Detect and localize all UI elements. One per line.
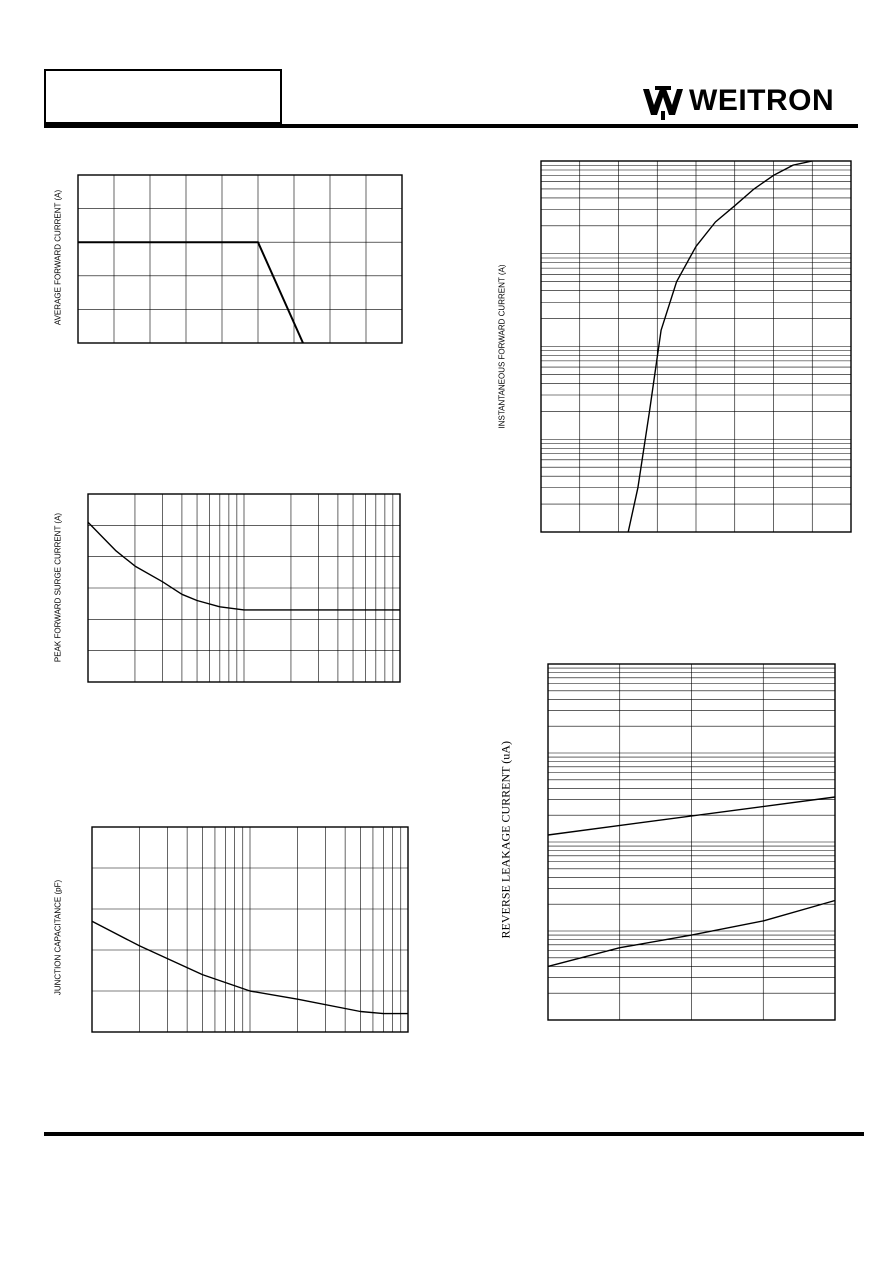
leakage-y-axis-label: REVERSE LEAKAGE CURRENT (uA) bbox=[498, 741, 513, 939]
derating-chart bbox=[78, 175, 402, 343]
footer-rule bbox=[44, 1132, 864, 1136]
header-rule bbox=[44, 124, 858, 128]
surge-chart bbox=[88, 494, 400, 682]
capacitance-chart bbox=[92, 827, 408, 1032]
derating-y-axis-label: AVERAGE FORWARD CURRENT (A) bbox=[53, 189, 63, 326]
derating-series-0-line bbox=[78, 242, 303, 343]
forward-chart bbox=[541, 161, 851, 532]
weitron-logo-icon bbox=[641, 85, 685, 121]
brand-name: WEITRON bbox=[689, 84, 835, 117]
forward-y-axis-label: INSTANTANEOUS FORWARD CURRENT (A) bbox=[497, 264, 507, 429]
part-number-box bbox=[44, 69, 282, 124]
leakage-chart bbox=[548, 664, 835, 1020]
brand-logo bbox=[641, 84, 855, 122]
surge-y-axis-label: PEAK FORWARD SURGE CURRENT (A) bbox=[53, 512, 63, 663]
capacitance-y-axis-label: JUNCTION CAPACITANCE (pF) bbox=[53, 879, 63, 996]
derating-frame bbox=[78, 175, 402, 343]
